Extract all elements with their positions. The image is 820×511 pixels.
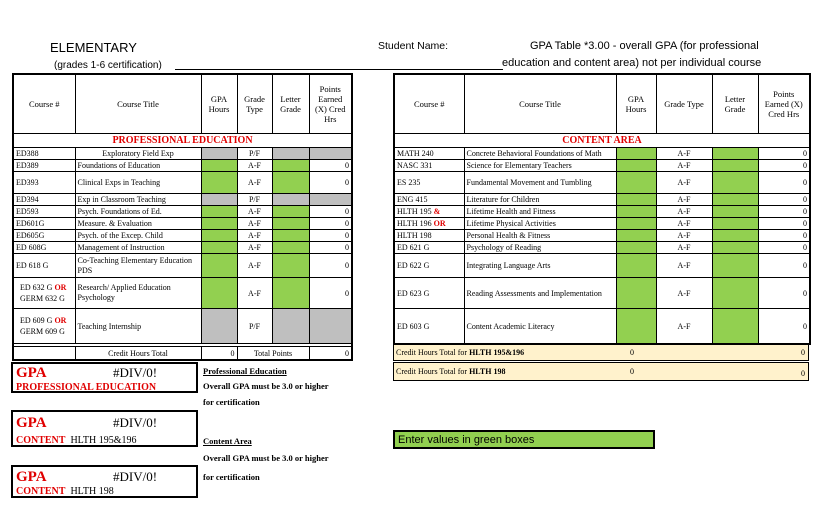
total-points-label: Total Points [237, 347, 309, 361]
grade-type: A-F [237, 206, 272, 218]
letter-grade-input[interactable] [272, 218, 309, 230]
course-title: Foundations of Education [75, 160, 201, 172]
letter-grade-input[interactable] [712, 172, 758, 194]
table-row [13, 218, 352, 230]
course-title: Concrete Behavioral Foundations of Math [464, 148, 616, 160]
letter-grade-cell [272, 309, 309, 344]
course-num: ED601G [13, 218, 75, 230]
points-cell: 0 [758, 309, 810, 345]
page-subtitle: (grades 1-6 certification) [54, 60, 162, 71]
course-title: Measure. & Evaluation [75, 218, 201, 230]
total-row [13, 347, 352, 361]
table-row [13, 242, 352, 254]
course-title: Fundamental Movement and Tumbling [464, 172, 616, 194]
gpa-value: #DIV/0! [113, 469, 158, 484]
gpa-hours-input[interactable] [201, 278, 237, 309]
table-row [394, 148, 810, 160]
grade-type: A-F [656, 230, 712, 242]
points-cell: 0 [758, 194, 810, 206]
grade-type: A-F [656, 242, 712, 254]
total-points: 0 [801, 369, 805, 378]
course-num: ED 623 G [394, 278, 464, 309]
letter-grade-input[interactable] [272, 278, 309, 309]
points-cell: 0 [309, 254, 352, 278]
gpa-hours-input[interactable] [616, 218, 656, 230]
total-hours: 0 [201, 347, 237, 361]
gpa-label: GPA [16, 365, 47, 381]
col-course-title: Course Title [75, 74, 201, 134]
table-row [13, 309, 352, 344]
total-points: 0 [801, 348, 805, 357]
gpa-box-content-195-196: GPA #DIV/0! CONTENT HLTH 195&196 [11, 410, 198, 447]
table-row [13, 194, 352, 206]
letter-grade-input[interactable] [272, 230, 309, 242]
points-cell: 0 [309, 230, 352, 242]
course-num: ENG 415 [394, 194, 464, 206]
course-title: Integrating Language Arts [464, 254, 616, 278]
page-title: ELEMENTARY [50, 40, 137, 55]
table-row [394, 206, 810, 218]
gpa-hours-input[interactable] [201, 218, 237, 230]
col-points: Points Earned (X) Cred Hrs [758, 74, 810, 134]
points-cell: 0 [309, 242, 352, 254]
table-row [394, 278, 810, 309]
col-letter-grade: Letter Grade [272, 74, 309, 134]
letter-grade-input[interactable] [712, 309, 758, 345]
course-num: ED 618 G [13, 254, 75, 278]
grade-type: A-F [237, 242, 272, 254]
grade-type: A-F [656, 278, 712, 309]
gpa-table-line2: education and content area) not per individual course [502, 57, 762, 69]
table-row [13, 278, 352, 309]
course-num: MATH 240 [394, 148, 464, 160]
table-row [13, 148, 352, 160]
points-cell: 0 [758, 160, 810, 172]
grade-type: A-F [656, 218, 712, 230]
course-num: ED389 [13, 160, 75, 172]
course-title: Personal Health & Fitness [464, 230, 616, 242]
student-name-field[interactable] [175, 69, 503, 70]
course-num: ES 235 [394, 172, 464, 194]
gpa-value: #DIV/0! [113, 415, 158, 430]
gpa-box-content-198: GPA #DIV/0! CONTENT HLTH 198 [11, 465, 198, 498]
content-note-line1: Overall GPA must be 3.0 or higher [203, 453, 329, 463]
gpa-value: #DIV/0! [113, 365, 158, 380]
course-num: ED593 [13, 206, 75, 218]
col-grade-type: Grade Type [237, 74, 272, 134]
points-cell: 0 [758, 242, 810, 254]
letter-grade-input[interactable] [712, 278, 758, 309]
grade-type: A-F [656, 254, 712, 278]
points-cell: 0 [758, 278, 810, 309]
table-row [13, 230, 352, 242]
letter-grade-input[interactable] [272, 206, 309, 218]
prof-note-line2: for certification [203, 397, 260, 407]
grade-type: A-F [656, 194, 712, 206]
gpa-hours-input[interactable] [201, 242, 237, 254]
points-cell: 0 [758, 172, 810, 194]
course-title: Psychology of Reading [464, 242, 616, 254]
course-title: Co-Teaching Elementary Education PDS [75, 254, 201, 278]
total-points: 0 [309, 347, 352, 361]
grade-type: A-F [237, 172, 272, 194]
table-header-row [13, 74, 352, 134]
table-row [13, 160, 352, 172]
course-num: HLTH 198 [394, 230, 464, 242]
course-num: ED 632 G OR GERM 632 G [13, 278, 75, 309]
col-gpa-hours: GPA Hours [616, 74, 656, 134]
content-total-195-196: Credit Hours Total for HLTH 195&196 0 0 [393, 344, 809, 361]
grade-type: A-F [237, 230, 272, 242]
letter-grade-input[interactable] [272, 254, 309, 278]
grade-type: A-F [237, 160, 272, 172]
table-row [394, 160, 810, 172]
course-title: Teaching Internship [75, 309, 201, 344]
course-title: Exp in Classroom Teaching [75, 194, 201, 206]
col-course-num: Course # [13, 74, 75, 134]
gpa-hours-input[interactable] [201, 172, 237, 194]
gpa-hours-cell [201, 194, 237, 206]
total-hours: 0 [630, 348, 634, 357]
gpa-box-professional [11, 362, 198, 393]
course-num: ED394 [13, 194, 75, 206]
course-num: ED605G [13, 230, 75, 242]
points-cell: 0 [309, 160, 352, 172]
table-row [394, 230, 810, 242]
gpa-hours-input[interactable] [201, 254, 237, 278]
letter-grade-input[interactable] [712, 218, 758, 230]
grade-type: A-F [237, 278, 272, 309]
grade-type: P/F [237, 309, 272, 344]
grade-type: A-F [656, 148, 712, 160]
gpa-table-line1: GPA Table *3.00 - overall GPA (for professional [530, 40, 759, 52]
gpa-hours-input[interactable] [616, 172, 656, 194]
table-row [13, 254, 352, 278]
gpa-hours-input[interactable] [616, 278, 656, 309]
table-row [394, 254, 810, 278]
course-num: HLTH 195 & [394, 206, 464, 218]
letter-grade-input[interactable] [712, 230, 758, 242]
points-cell: 0 [758, 206, 810, 218]
points-cell: 0 [309, 218, 352, 230]
gpa-hours-input[interactable] [616, 254, 656, 278]
course-num: ED 608G [13, 242, 75, 254]
gpa-box-label: PROFESSIONAL EDUCATION [16, 382, 157, 393]
grade-type: P/F [237, 194, 272, 206]
col-grade-type: Grade Type [656, 74, 712, 134]
content-note-line2: for certification [203, 472, 260, 482]
gpa-hours-cell [201, 148, 237, 160]
course-title: Psych. of the Excep. Child [75, 230, 201, 242]
grade-type: A-F [656, 160, 712, 172]
total-label: Credit Hours Total [75, 347, 201, 361]
content-table [393, 73, 811, 345]
course-title: Reading Assessments and Implementation [464, 278, 616, 309]
prof-note-heading: Professional Education [203, 366, 287, 376]
table-row [13, 172, 352, 194]
gpa-hours-input[interactable] [201, 160, 237, 172]
letter-grade-input[interactable] [272, 172, 309, 194]
col-gpa-hours: GPA Hours [201, 74, 237, 134]
gpa-hours-input[interactable] [616, 242, 656, 254]
section-title: CONTENT AREA [394, 134, 810, 148]
total-hours: 0 [630, 367, 634, 376]
gpa-hours-input[interactable] [616, 309, 656, 345]
points-cell: 0 [309, 172, 352, 194]
letter-grade-input[interactable] [712, 148, 758, 160]
course-title: Exploratory Field Exp [75, 148, 201, 160]
gpa-hours-input[interactable] [201, 206, 237, 218]
grade-type: A-F [237, 218, 272, 230]
points-cell: 0 [758, 218, 810, 230]
professional-table [12, 73, 353, 361]
course-title: Lifetime Physical Activities [464, 218, 616, 230]
course-num: NASC 331 [394, 160, 464, 172]
table-row [394, 242, 810, 254]
points-cell [309, 309, 352, 344]
points-cell: 0 [309, 278, 352, 309]
gpa-hours-cell [201, 309, 237, 344]
course-title: Psych. Foundations of Ed. [75, 206, 201, 218]
gpa-hours-input[interactable] [616, 194, 656, 206]
course-title: Science for Elementary Teachers [464, 160, 616, 172]
prof-note-line1: Overall GPA must be 3.0 or higher [203, 381, 329, 391]
grade-type: A-F [656, 206, 712, 218]
letter-grade-input[interactable] [272, 242, 309, 254]
points-cell: 0 [758, 254, 810, 278]
grade-type: A-F [656, 309, 712, 345]
course-num: ED 609 G OR GERM 609 G [13, 309, 75, 344]
course-title: Lifetime Health and Fitness [464, 206, 616, 218]
course-title: Content Academic Literacy [464, 309, 616, 345]
letter-grade-input[interactable] [712, 242, 758, 254]
col-course-title: Course Title [464, 74, 616, 134]
table-row [394, 194, 810, 206]
letter-grade-input[interactable] [712, 160, 758, 172]
gpa-hours-input[interactable] [616, 230, 656, 242]
points-cell [309, 148, 352, 160]
letter-grade-input[interactable] [712, 194, 758, 206]
gpa-hours-input[interactable] [616, 160, 656, 172]
grade-type: P/F [237, 148, 272, 160]
col-course-num: Course # [394, 74, 464, 134]
table-row [394, 172, 810, 194]
letter-grade-input[interactable] [712, 254, 758, 278]
gpa-hours-input[interactable] [616, 206, 656, 218]
course-num: ED 603 G [394, 309, 464, 345]
letter-grade-input[interactable] [712, 206, 758, 218]
section-title: PROFESSIONAL EDUCATION [13, 134, 352, 148]
col-points: Points Earned (X) Cred Hrs [309, 74, 352, 134]
points-cell [309, 194, 352, 206]
col-letter-grade: Letter Grade [712, 74, 758, 134]
course-title: Research/ Applied Education Psychology [75, 278, 201, 309]
content-note-heading: Content Area [203, 436, 252, 446]
course-title: Literature for Children [464, 194, 616, 206]
table-row [394, 218, 810, 230]
grade-type: A-F [237, 254, 272, 278]
student-name-label: Student Name: [378, 40, 449, 52]
grade-type: A-F [656, 172, 712, 194]
enter-values-legend: Enter values in green boxes [393, 430, 655, 449]
table-row [13, 206, 352, 218]
table-row [394, 309, 810, 345]
course-num: ED 622 G [394, 254, 464, 278]
points-cell: 0 [758, 230, 810, 242]
gpa-hours-input[interactable] [201, 230, 237, 242]
letter-grade-cell [272, 148, 309, 160]
content-total-198: Credit Hours Total for HLTH 198 0 0 [393, 362, 809, 381]
points-cell: 0 [758, 148, 810, 160]
letter-grade-input[interactable] [272, 160, 309, 172]
letter-grade-cell [272, 194, 309, 206]
course-title: Clinical Exps in Teaching [75, 172, 201, 194]
course-num: HLTH 196 OR [394, 218, 464, 230]
points-cell: 0 [309, 206, 352, 218]
course-title: Management of Instruction [75, 242, 201, 254]
course-num: ED 621 G [394, 242, 464, 254]
gpa-hours-input[interactable] [616, 148, 656, 160]
course-num: ED388 [13, 148, 75, 160]
gpa-label: GPA [16, 469, 47, 485]
table-header-row [394, 74, 810, 134]
course-num: ED393 [13, 172, 75, 194]
gpa-label: GPA [16, 415, 47, 431]
